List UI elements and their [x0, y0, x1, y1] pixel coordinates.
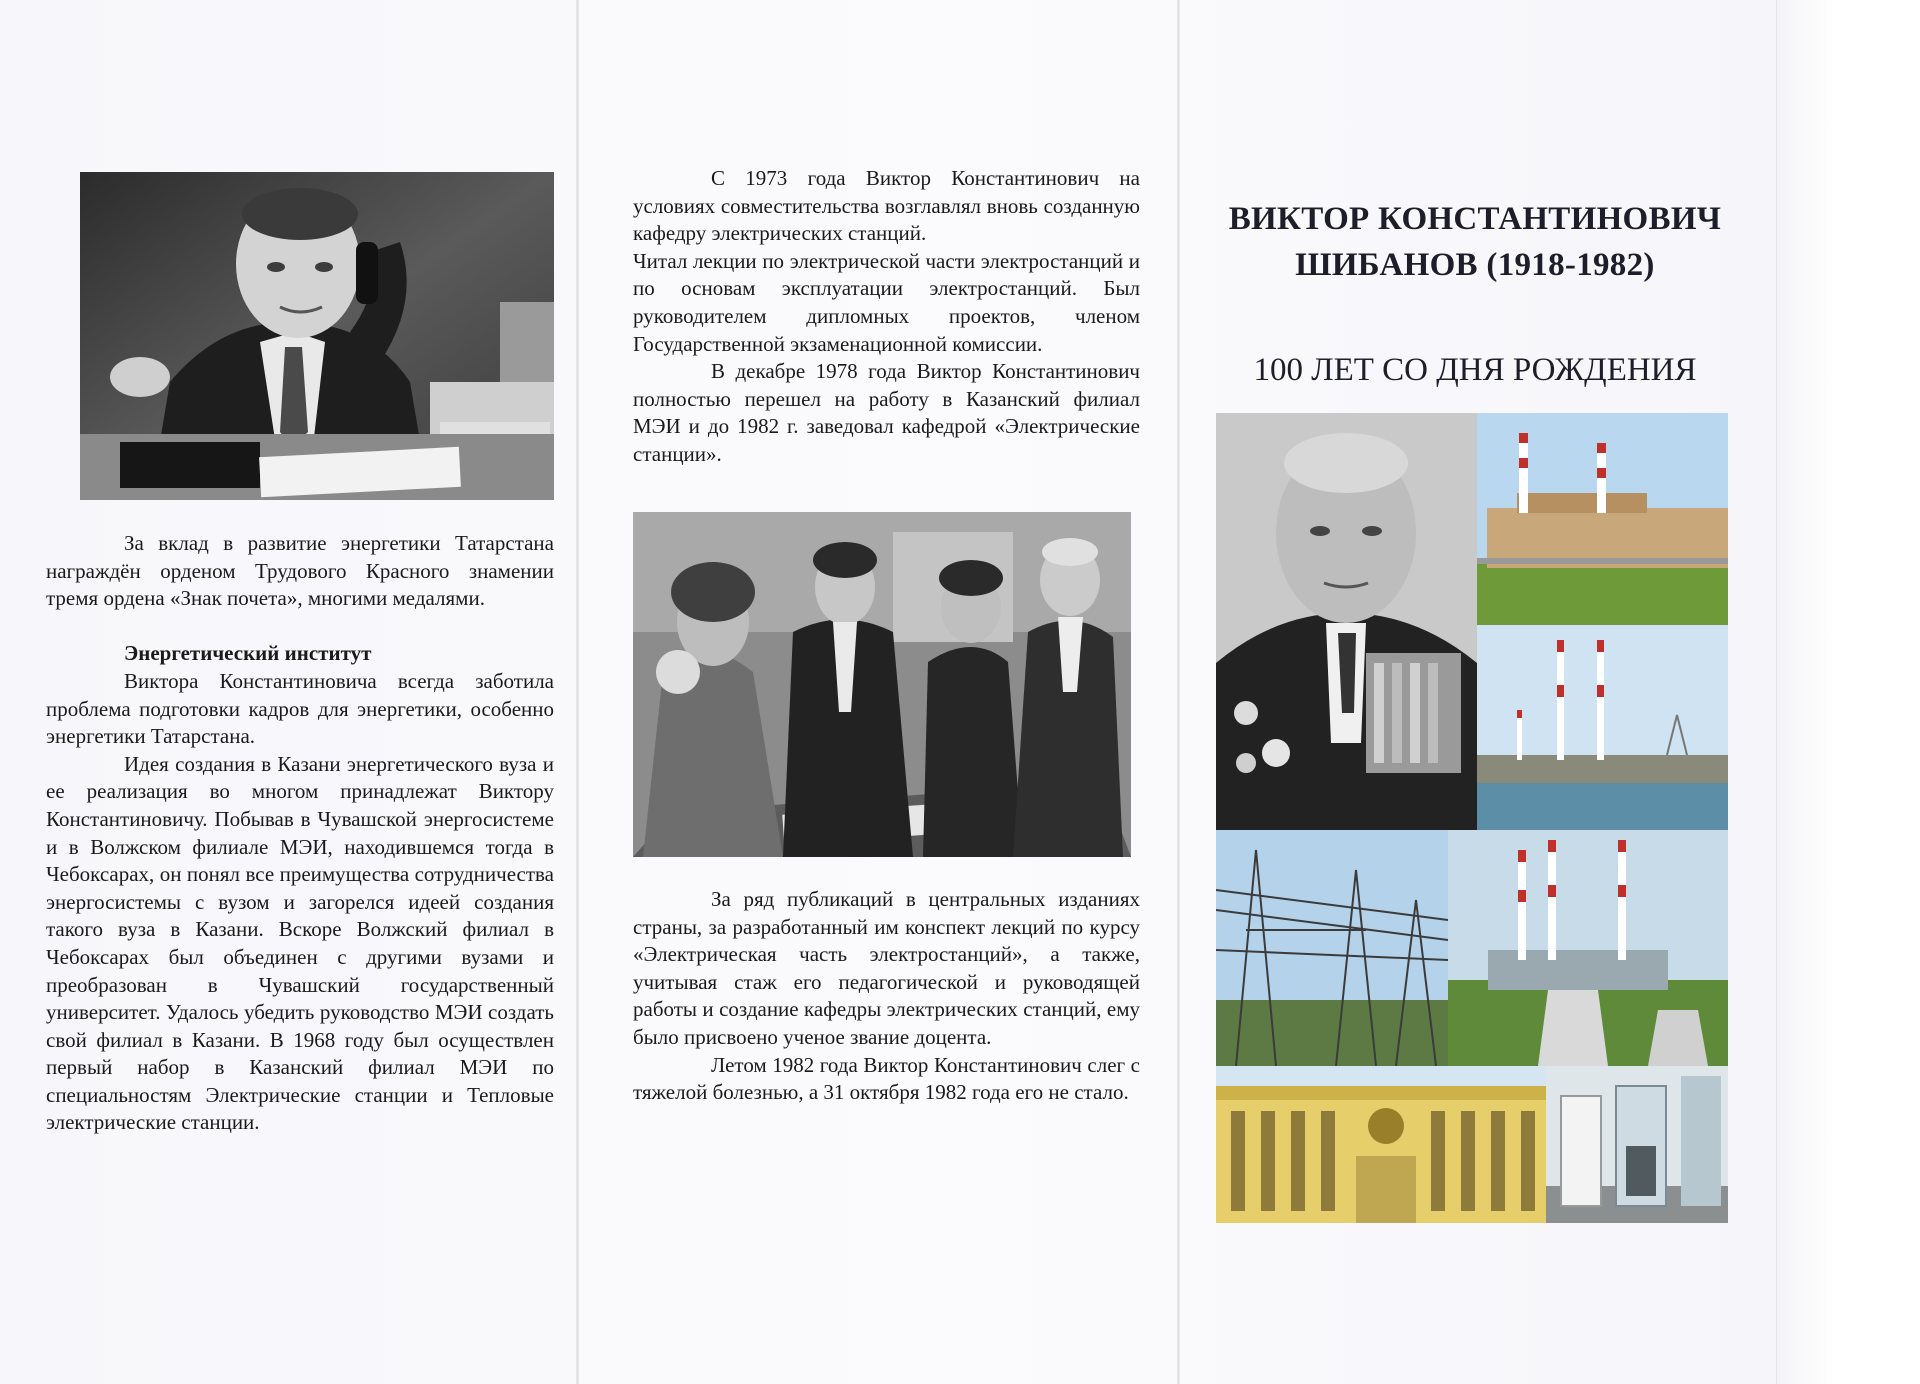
awards-paragraph: За вклад в развитие энергетики Татарстана награждён орденом Трудового Красного знамении тремя ордена «Знак почета», многими медалями. — [46, 531, 554, 611]
portrait-at-desk-photo — [80, 172, 554, 500]
middle-paragraph-3: В декабре 1978 года Виктор Константинович полностью перешел на работу в Казанский филиал МЭИ и до 1982 г. заведовал кафедрой «Электрические станции». — [633, 359, 1140, 466]
left-text-block — [46, 530, 554, 1137]
middle-paragraph-5: Летом 1982 года Виктор Константинович слег с тяжелой болезнью, а 31 октября 1982 года его не стало. — [633, 1052, 1140, 1105]
museum-interior-photo — [1546, 1066, 1728, 1223]
power-plant-photo-3 — [1448, 830, 1728, 1066]
brochure-title: ВИКТОР КОНСТАНТИНОВИЧ ШИБАНОВ (1918-1982) — [1228, 201, 1722, 283]
spacer — [46, 613, 554, 641]
middle-paragraph-4: За ряд публикаций в центральных изданиях страны, за разработанный им конспект лекций по курсу «Электрическая часть электростанций», а также, учитывая стаж его педагогической и руководящей работы и создание кафедры электрических станций, ему было присвоено ученое звание доцента. — [633, 887, 1140, 1049]
fold-line-left — [576, 0, 579, 1384]
middle-paragraph-2: Читал лекции по электрической части электростанций и по основам эксплуатации электростанций. Был руководителем дипломных проектов, членом Государственной экзаменационной комиссии. — [633, 248, 1140, 356]
portrait-with-medals-photo — [1216, 413, 1477, 830]
institute-building-photo — [1216, 1066, 1546, 1223]
institute-heading: Энергетический институт — [124, 641, 372, 666]
group-photo — [633, 512, 1131, 857]
brochure-subtitle: 100 ЛЕТ СО ДНЯ РОЖДЕНИЯ — [1253, 352, 1697, 388]
substation-photo — [1216, 830, 1448, 1066]
institute-paragraph-2: Идея создания в Казани энергетического вуза и ее реализация во многом принадлежат Виктору Константиновичу. Побывав в Чувашской энергосистеме и в Волжском филиале МЭИ, находившемся тогда в Чебоксарах, он понял все преимущества сотрудничества энергосистемы с вузом и загорелся идеей создания такого вуза в Казани. Вскоре Волжский филиал в Чебоксарах был объединен с другими вузами и преобразован в Чувашский государственный университет. Удалось убедить руководство МЭИ создать свой филиал в Казани. В 1968 году был осуществлен первый набор в Казанский филиал МЭИ по специальностям Электрические станции и Тепловые электрические станции. — [46, 751, 554, 1135]
fold-line-right — [1177, 0, 1180, 1384]
power-plant-photo-1 — [1477, 413, 1728, 625]
middle-paragraph-1: С 1973 года Виктор Константинович на условиях совместительства возглавлял вновь созданную кафедру электрических станций. — [633, 166, 1140, 246]
power-plant-photo-2 — [1477, 625, 1728, 830]
middle-text-top — [633, 165, 1140, 469]
institute-paragraph-1: Виктора Константиновича всегда заботила проблема подготовки кадров для энергетики, особенно энергетики Татарстана. — [46, 668, 554, 749]
sheet-edge — [1776, 0, 1920, 1384]
middle-text-bottom — [633, 886, 1140, 1107]
